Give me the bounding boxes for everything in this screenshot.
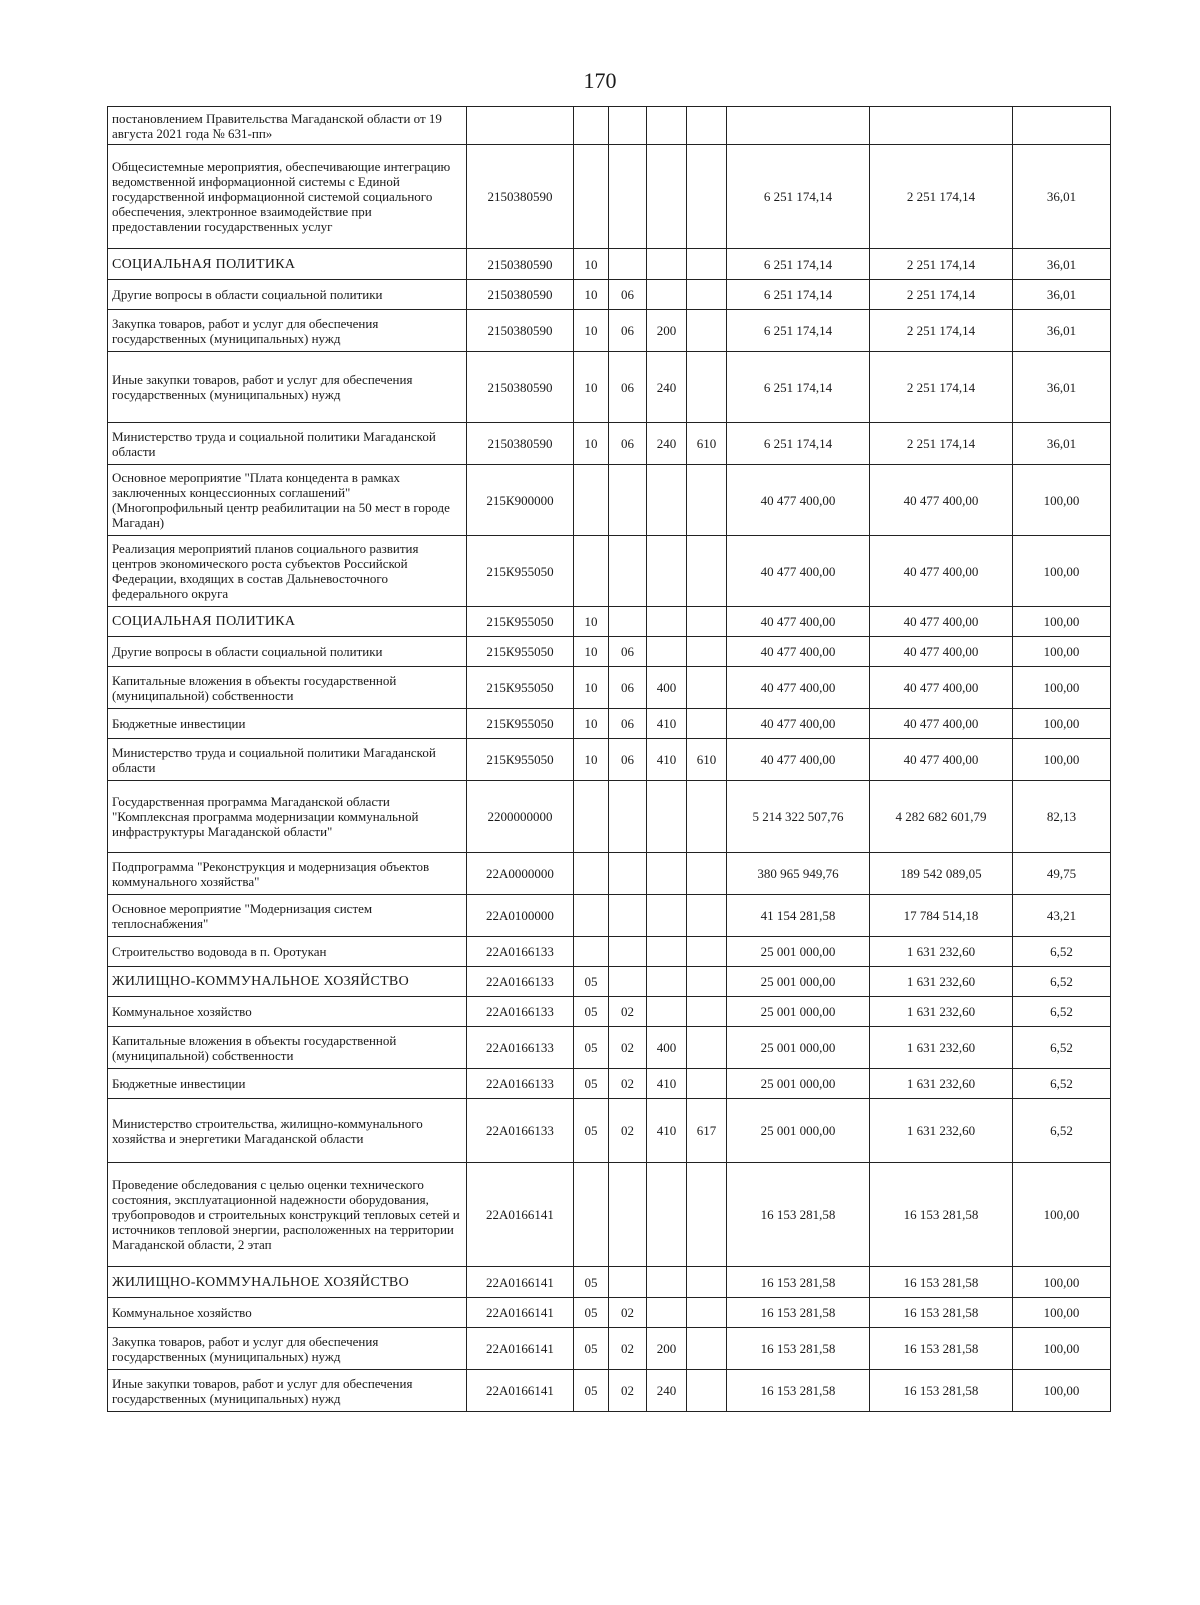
row-csr: 22А0000000 [467, 853, 574, 895]
row-vr: 240 [647, 1370, 687, 1412]
row-plan: 40 477 400,00 [727, 637, 870, 667]
row-rz: 10 [574, 709, 609, 739]
row-csr: 22А0166133 [467, 1069, 574, 1099]
row-vr [647, 249, 687, 280]
row-pct: 6,52 [1013, 1069, 1111, 1099]
row-rz: 10 [574, 739, 609, 781]
row-ved [687, 1328, 727, 1370]
row-rz: 05 [574, 967, 609, 997]
row-ved [687, 1267, 727, 1298]
row-pct: 100,00 [1013, 465, 1111, 536]
row-fact: 2 251 174,14 [870, 280, 1013, 310]
row-csr: 2200000000 [467, 781, 574, 853]
row-name: Министерство труда и социальной политики Магаданской области [108, 423, 467, 465]
row-ved [687, 667, 727, 709]
row-name: Основное мероприятие "Модернизация систем теплоснабжения" [108, 895, 467, 937]
row-plan: 40 477 400,00 [727, 465, 870, 536]
row-rz [574, 853, 609, 895]
row-pct: 100,00 [1013, 739, 1111, 781]
row-rz: 10 [574, 667, 609, 709]
row-pct: 100,00 [1013, 1328, 1111, 1370]
row-pr [609, 967, 647, 997]
row-name: ЖИЛИЩНО-КОММУНАЛЬНОЕ ХОЗЯЙСТВО [108, 1267, 467, 1298]
page-number: 170 [583, 68, 617, 93]
row-name: ЖИЛИЩНО-КОММУНАЛЬНОЕ ХОЗЯЙСТВО [108, 967, 467, 997]
row-fact: 16 153 281,58 [870, 1267, 1013, 1298]
row-pr [609, 895, 647, 937]
row-pr [609, 937, 647, 967]
row-plan: 16 153 281,58 [727, 1370, 870, 1412]
row-plan: 6 251 174,14 [727, 352, 870, 423]
row-ved [687, 895, 727, 937]
row-plan: 25 001 000,00 [727, 1027, 870, 1069]
row-vr [647, 536, 687, 607]
row-csr: 2150380590 [467, 249, 574, 280]
row-pr [609, 107, 647, 145]
row-fact: 40 477 400,00 [870, 465, 1013, 536]
row-ved [687, 280, 727, 310]
row-csr: 215К955050 [467, 536, 574, 607]
row-pct: 36,01 [1013, 145, 1111, 249]
row-ved: 617 [687, 1099, 727, 1163]
row-fact [870, 107, 1013, 145]
row-csr: 2150380590 [467, 352, 574, 423]
table-row [108, 709, 1111, 739]
row-name: Реализация мероприятий планов социального развития центров экономического роста субъектов Российской Федерации, входящих в состав Дальневосточного федерального округа [108, 536, 467, 607]
row-fact: 40 477 400,00 [870, 637, 1013, 667]
row-vr: 410 [647, 739, 687, 781]
row-vr: 410 [647, 1099, 687, 1163]
row-fact: 16 153 281,58 [870, 1298, 1013, 1328]
row-rz: 10 [574, 249, 609, 280]
row-name: Закупка товаров, работ и услуг для обеспечения государственных (муниципальных) нужд [108, 310, 467, 352]
table-row [108, 1099, 1111, 1163]
row-fact: 1 631 232,60 [870, 967, 1013, 997]
row-vr [647, 145, 687, 249]
row-csr: 22А0166133 [467, 1099, 574, 1163]
row-name: Капитальные вложения в объекты государственной (муниципальной) собственности [108, 667, 467, 709]
row-ved [687, 781, 727, 853]
row-ved: 610 [687, 423, 727, 465]
row-name: Иные закупки товаров, работ и услуг для обеспечения государственных (муниципальных) нужд [108, 1370, 467, 1412]
row-vr [647, 1298, 687, 1328]
row-csr: 22А0166141 [467, 1298, 574, 1328]
row-csr: 215К955050 [467, 709, 574, 739]
row-vr: 400 [647, 1027, 687, 1069]
row-ved [687, 997, 727, 1027]
row-fact: 16 153 281,58 [870, 1328, 1013, 1370]
row-pr: 06 [609, 709, 647, 739]
row-pr [609, 1163, 647, 1267]
row-name: Министерство строительства, жилищно-коммунального хозяйства и энергетики Магаданской области [108, 1099, 467, 1163]
row-rz [574, 107, 609, 145]
row-ved [687, 145, 727, 249]
row-pct: 6,52 [1013, 997, 1111, 1027]
row-pct: 100,00 [1013, 667, 1111, 709]
row-name: Общесистемные мероприятия, обеспечивающие интеграцию ведомственной информационной системы с Единой государственной информационной системой социального обеспечения, электронное взаимодействие при предоставлении государственных услуг [108, 145, 467, 249]
row-pr [609, 465, 647, 536]
row-rz [574, 937, 609, 967]
row-fact: 17 784 514,18 [870, 895, 1013, 937]
table-row [108, 310, 1111, 352]
row-csr: 22А0166141 [467, 1267, 574, 1298]
row-rz: 10 [574, 607, 609, 637]
row-pct: 100,00 [1013, 607, 1111, 637]
row-pr: 02 [609, 1328, 647, 1370]
row-name: Закупка товаров, работ и услуг для обеспечения государственных (муниципальных) нужд [108, 1328, 467, 1370]
row-name: Бюджетные инвестиции [108, 1069, 467, 1099]
row-name: Государственная программа Магаданской области "Комплексная программа модернизации коммунальной инфраструктуры Магаданской области" [108, 781, 467, 853]
row-fact: 40 477 400,00 [870, 739, 1013, 781]
row-ved [687, 1027, 727, 1069]
row-ved [687, 1298, 727, 1328]
row-ved [687, 637, 727, 667]
row-rz [574, 895, 609, 937]
table-row [108, 967, 1111, 997]
row-vr: 400 [647, 667, 687, 709]
table-row [108, 145, 1111, 249]
table-row [108, 465, 1111, 536]
row-plan: 25 001 000,00 [727, 1069, 870, 1099]
table-row [108, 1267, 1111, 1298]
row-plan: 25 001 000,00 [727, 1099, 870, 1163]
row-vr [647, 853, 687, 895]
row-pr: 06 [609, 352, 647, 423]
row-pct: 43,21 [1013, 895, 1111, 937]
row-vr [647, 280, 687, 310]
row-pr [609, 781, 647, 853]
row-name: СОЦИАЛЬНАЯ ПОЛИТИКА [108, 249, 467, 280]
row-name: Подпрограмма "Реконструкция и модернизация объектов коммунального хозяйства" [108, 853, 467, 895]
row-vr [647, 637, 687, 667]
row-plan: 40 477 400,00 [727, 607, 870, 637]
row-fact: 1 631 232,60 [870, 997, 1013, 1027]
row-pr: 06 [609, 310, 647, 352]
row-fact: 2 251 174,14 [870, 352, 1013, 423]
row-vr [647, 937, 687, 967]
row-plan: 41 154 281,58 [727, 895, 870, 937]
row-csr: 22А0166133 [467, 967, 574, 997]
row-name: Проведение обследования с целью оценки технического состояния, эксплуатационной надежности оборудования, трубопроводов и строительных конструкций тепловых сетей и источников тепловой энергии, расположенных на территории Магаданской области, 2 этап [108, 1163, 467, 1267]
row-ved [687, 107, 727, 145]
table-row [108, 607, 1111, 637]
row-rz: 10 [574, 637, 609, 667]
row-pct: 100,00 [1013, 637, 1111, 667]
row-plan: 5 214 322 507,76 [727, 781, 870, 853]
row-pct: 100,00 [1013, 1370, 1111, 1412]
row-ved [687, 249, 727, 280]
row-pct: 36,01 [1013, 280, 1111, 310]
row-fact: 2 251 174,14 [870, 423, 1013, 465]
row-ved: 610 [687, 739, 727, 781]
row-rz [574, 1163, 609, 1267]
table-row [108, 1328, 1111, 1370]
row-fact: 4 282 682 601,79 [870, 781, 1013, 853]
row-ved [687, 1163, 727, 1267]
row-rz [574, 465, 609, 536]
row-pct: 36,01 [1013, 423, 1111, 465]
row-vr [647, 607, 687, 637]
row-csr: 22А0166133 [467, 1027, 574, 1069]
row-vr: 200 [647, 310, 687, 352]
row-fact: 40 477 400,00 [870, 536, 1013, 607]
row-pr [609, 1267, 647, 1298]
row-name: постановлением Правительства Магаданской области от 19 августа 2021 года № 631-пп» [108, 107, 467, 145]
row-name: Министерство труда и социальной политики Магаданской области [108, 739, 467, 781]
row-vr [647, 967, 687, 997]
row-pct: 6,52 [1013, 967, 1111, 997]
row-csr: 22А0166141 [467, 1163, 574, 1267]
row-ved [687, 967, 727, 997]
row-pr: 06 [609, 423, 647, 465]
row-pr: 06 [609, 667, 647, 709]
row-vr [647, 781, 687, 853]
row-pr [609, 607, 647, 637]
row-name: Капитальные вложения в объекты государственной (муниципальной) собственности [108, 1027, 467, 1069]
row-pr: 02 [609, 1099, 647, 1163]
table-row [108, 280, 1111, 310]
row-fact: 1 631 232,60 [870, 937, 1013, 967]
row-plan: 16 153 281,58 [727, 1298, 870, 1328]
row-plan: 40 477 400,00 [727, 536, 870, 607]
row-fact: 1 631 232,60 [870, 1027, 1013, 1069]
row-name: Иные закупки товаров, работ и услуг для обеспечения государственных (муниципальных) нужд [108, 352, 467, 423]
table-row [108, 667, 1111, 709]
table-row [108, 1069, 1111, 1099]
row-pct [1013, 107, 1111, 145]
row-pct: 6,52 [1013, 937, 1111, 967]
table-row [108, 895, 1111, 937]
table-row [108, 423, 1111, 465]
table-row [108, 536, 1111, 607]
row-rz: 10 [574, 423, 609, 465]
row-csr: 22А0166141 [467, 1370, 574, 1412]
row-csr: 2150380590 [467, 280, 574, 310]
row-rz: 10 [574, 280, 609, 310]
table-row [108, 1370, 1111, 1412]
row-ved [687, 310, 727, 352]
row-csr: 22А0100000 [467, 895, 574, 937]
row-plan: 6 251 174,14 [727, 249, 870, 280]
budget-execution-table [107, 106, 1111, 1412]
row-plan: 16 153 281,58 [727, 1163, 870, 1267]
row-pr: 02 [609, 1298, 647, 1328]
row-ved [687, 607, 727, 637]
row-pr: 02 [609, 1027, 647, 1069]
row-plan [727, 107, 870, 145]
row-vr [647, 465, 687, 536]
row-pct: 6,52 [1013, 1099, 1111, 1163]
row-ved [687, 937, 727, 967]
row-plan: 25 001 000,00 [727, 967, 870, 997]
row-ved [687, 352, 727, 423]
row-pr [609, 536, 647, 607]
row-vr: 240 [647, 352, 687, 423]
table-row [108, 637, 1111, 667]
row-csr: 2150380590 [467, 145, 574, 249]
row-plan: 25 001 000,00 [727, 997, 870, 1027]
row-name: Основное мероприятие "Плата концедента в рамках заключенных концессионных соглашений" (Многопрофильный центр реабилитации на 50 мест в городе Магадан) [108, 465, 467, 536]
row-rz: 05 [574, 1027, 609, 1069]
row-rz: 10 [574, 310, 609, 352]
row-pr [609, 145, 647, 249]
table-row [108, 937, 1111, 967]
row-plan: 16 153 281,58 [727, 1267, 870, 1298]
row-csr: 215К900000 [467, 465, 574, 536]
row-pr: 06 [609, 280, 647, 310]
row-plan: 6 251 174,14 [727, 280, 870, 310]
row-fact: 189 542 089,05 [870, 853, 1013, 895]
row-ved [687, 1069, 727, 1099]
row-ved [687, 853, 727, 895]
row-csr: 215К955050 [467, 607, 574, 637]
row-rz: 05 [574, 1298, 609, 1328]
table-row [108, 107, 1111, 145]
row-vr [647, 997, 687, 1027]
row-rz: 05 [574, 1099, 609, 1163]
row-plan: 25 001 000,00 [727, 937, 870, 967]
row-csr: 2150380590 [467, 423, 574, 465]
row-name: Бюджетные инвестиции [108, 709, 467, 739]
table-row [108, 781, 1111, 853]
row-pr: 06 [609, 739, 647, 781]
row-rz [574, 536, 609, 607]
row-name: Другие вопросы в области социальной политики [108, 280, 467, 310]
row-name: Другие вопросы в области социальной политики [108, 637, 467, 667]
row-pct: 36,01 [1013, 352, 1111, 423]
row-fact: 2 251 174,14 [870, 249, 1013, 280]
row-fact: 2 251 174,14 [870, 310, 1013, 352]
row-ved [687, 709, 727, 739]
row-plan: 40 477 400,00 [727, 709, 870, 739]
row-vr [647, 1163, 687, 1267]
row-fact: 40 477 400,00 [870, 667, 1013, 709]
row-name: Коммунальное хозяйство [108, 1298, 467, 1328]
row-fact: 16 153 281,58 [870, 1163, 1013, 1267]
table-row [108, 352, 1111, 423]
row-plan: 16 153 281,58 [727, 1328, 870, 1370]
row-plan: 40 477 400,00 [727, 667, 870, 709]
row-vr: 240 [647, 423, 687, 465]
row-plan: 6 251 174,14 [727, 310, 870, 352]
table-row [108, 853, 1111, 895]
row-vr [647, 895, 687, 937]
row-pct: 100,00 [1013, 1267, 1111, 1298]
table-row [108, 739, 1111, 781]
row-plan: 6 251 174,14 [727, 145, 870, 249]
row-plan: 380 965 949,76 [727, 853, 870, 895]
row-ved [687, 465, 727, 536]
row-pr [609, 853, 647, 895]
table-row [108, 249, 1111, 280]
row-name: Строительство водовода в п. Оротукан [108, 937, 467, 967]
row-fact: 40 477 400,00 [870, 709, 1013, 739]
row-rz: 10 [574, 352, 609, 423]
row-plan: 40 477 400,00 [727, 739, 870, 781]
row-fact: 40 477 400,00 [870, 607, 1013, 637]
row-vr: 200 [647, 1328, 687, 1370]
row-pct: 82,13 [1013, 781, 1111, 853]
row-pct: 100,00 [1013, 709, 1111, 739]
row-pr: 02 [609, 1370, 647, 1412]
row-pct: 36,01 [1013, 249, 1111, 280]
table-row [108, 1163, 1111, 1267]
row-vr: 410 [647, 709, 687, 739]
row-plan: 6 251 174,14 [727, 423, 870, 465]
row-rz: 05 [574, 997, 609, 1027]
row-pct: 100,00 [1013, 1163, 1111, 1267]
row-fact: 2 251 174,14 [870, 145, 1013, 249]
row-csr: 2150380590 [467, 310, 574, 352]
row-rz [574, 145, 609, 249]
row-csr: 215К955050 [467, 739, 574, 781]
row-csr: 215К955050 [467, 637, 574, 667]
row-pct: 100,00 [1013, 1298, 1111, 1328]
row-vr: 410 [647, 1069, 687, 1099]
row-pr: 02 [609, 997, 647, 1027]
row-fact: 1 631 232,60 [870, 1069, 1013, 1099]
row-pr: 06 [609, 637, 647, 667]
row-pct: 6,52 [1013, 1027, 1111, 1069]
row-csr: 22А0166133 [467, 997, 574, 1027]
row-name: Коммунальное хозяйство [108, 997, 467, 1027]
row-csr: 22А0166141 [467, 1328, 574, 1370]
row-csr [467, 107, 574, 145]
table-row [108, 1027, 1111, 1069]
row-csr: 22А0166133 [467, 937, 574, 967]
row-rz: 05 [574, 1069, 609, 1099]
row-pct: 100,00 [1013, 536, 1111, 607]
row-pr [609, 249, 647, 280]
row-fact: 1 631 232,60 [870, 1099, 1013, 1163]
row-ved [687, 536, 727, 607]
row-pct: 36,01 [1013, 310, 1111, 352]
row-name: СОЦИАЛЬНАЯ ПОЛИТИКА [108, 607, 467, 637]
row-rz: 05 [574, 1267, 609, 1298]
row-pr: 02 [609, 1069, 647, 1099]
row-fact: 16 153 281,58 [870, 1370, 1013, 1412]
row-csr: 215К955050 [467, 667, 574, 709]
row-rz [574, 781, 609, 853]
row-ved [687, 1370, 727, 1412]
row-rz: 05 [574, 1328, 609, 1370]
table-row [108, 1298, 1111, 1328]
row-pct: 49,75 [1013, 853, 1111, 895]
row-rz: 05 [574, 1370, 609, 1412]
row-vr [647, 1267, 687, 1298]
row-vr [647, 107, 687, 145]
table-row [108, 997, 1111, 1027]
